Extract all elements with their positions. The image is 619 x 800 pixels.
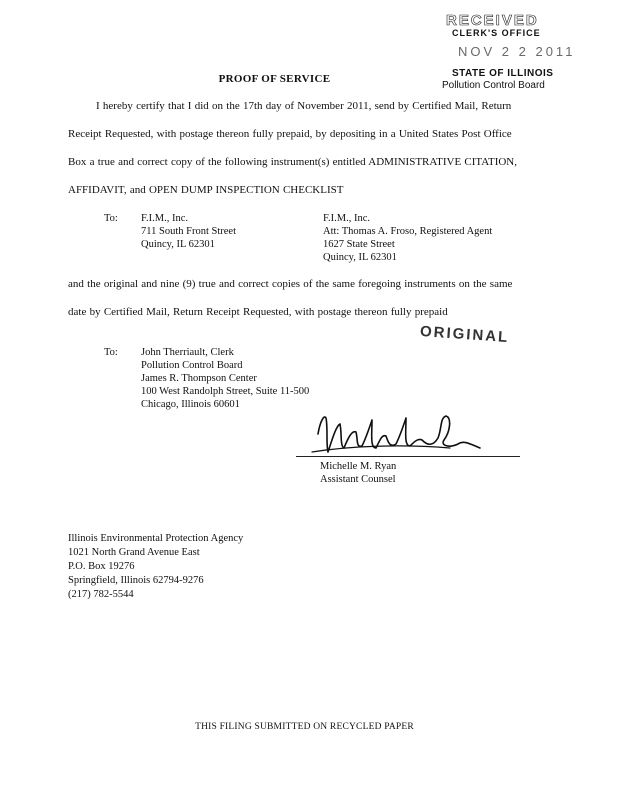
address-line: Att: Thomas A. Froso, Registered Agent [323, 226, 493, 237]
stamp-board: Pollution Control Board [442, 80, 545, 91]
body-line-2: Receipt Requested, with postage thereon fully prepaid, by depositing in a United States Post Office [68, 128, 512, 140]
body2-line-2: date by Certified Mail, Return Receipt Requested, with postage thereon fully prepaid [68, 306, 448, 318]
address-line: 1627 State Street [323, 239, 395, 250]
body-line-4: AFFIDAVIT, and OPEN DUMP INSPECTION CHECKLIST [68, 184, 344, 196]
address-line: James R. Thompson Center [141, 373, 257, 384]
recycled-paper-footer: THIS FILING SUBMITTED ON RECYCLED PAPER [195, 722, 414, 732]
recipient-address-1 [141, 212, 236, 251]
address-line: Chicago, Illinois 60601 [141, 399, 240, 410]
recipient-address-2 [323, 212, 492, 264]
stamp-clerks-office: CLERK'S OFFICE [452, 28, 541, 38]
address-line: Pollution Control Board [141, 360, 243, 371]
signature-line [296, 456, 520, 457]
clerk-address [141, 346, 309, 411]
body2-line-1: and the original and nine (9) true and correct copies of the same foregoing instruments on the same [68, 278, 513, 290]
stamp-date: NOV 2 2 2011 [458, 44, 576, 59]
address-line: Quincy, IL 62301 [323, 252, 397, 263]
address-line: 711 South Front Street [141, 226, 236, 237]
address-line: 100 West Randolph Street, Suite 11-500 [141, 386, 310, 397]
address-line: P.O. Box 19276 [68, 561, 135, 572]
stamp-state: STATE OF ILLINOIS [452, 68, 554, 79]
address-line: Illinois Environmental Protection Agency [68, 533, 244, 544]
address-line: F.I.M., Inc. [141, 213, 188, 224]
body-line-3: Box a true and correct copy of the following instrument(s) entitled ADMINISTRATIVE CITATION, [68, 156, 517, 168]
address-line: Springfield, Illinois 62794-9276 [68, 575, 204, 586]
address-line: F.I.M., Inc. [323, 213, 370, 224]
address-line: John Therriault, Clerk [141, 347, 234, 358]
to-label-recipients: To: [104, 213, 118, 224]
signer-name: Michelle M. Ryan [320, 461, 397, 472]
agency-address [68, 532, 243, 602]
body-line-1: I hereby certify that I did on the 17th day of November 2011, send by Certified Mail, Return [96, 100, 512, 112]
address-line: (217) 782-5544 [68, 589, 134, 600]
address-line: Quincy, IL 62301 [141, 239, 215, 250]
handwritten-signature [310, 404, 500, 462]
signer-title: Assistant Counsel [320, 474, 396, 485]
original-stamp: ORIGINAL [419, 322, 510, 347]
address-line: 1021 North Grand Avenue East [68, 547, 200, 558]
signer-block [320, 460, 396, 486]
page-title: PROOF OF SERVICE [218, 73, 331, 85]
to-label-clerk: To: [104, 347, 118, 358]
received-stamp: RECEIVED [446, 12, 539, 29]
